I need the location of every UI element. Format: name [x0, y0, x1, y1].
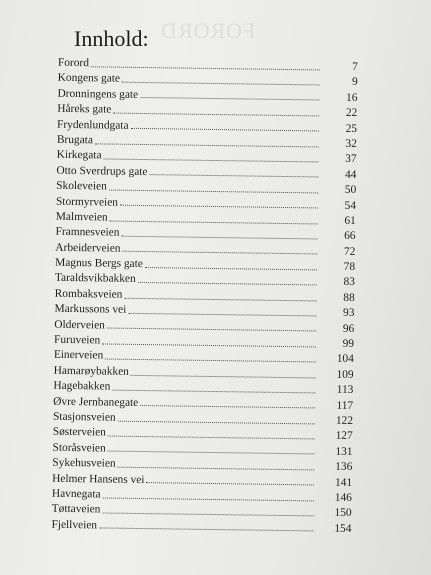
dot-leader: [109, 188, 318, 193]
toc-entry-page-number: 127: [335, 430, 353, 443]
dot-leader: [122, 81, 320, 86]
toc-entry-title: Dronningens gate: [57, 87, 139, 101]
dot-leader: [131, 373, 316, 378]
dot-leader: [145, 266, 317, 270]
dot-leader: [105, 358, 316, 363]
toc-entry-title: Framnesveien: [55, 226, 120, 239]
dot-leader: [107, 327, 316, 332]
toc-entry-title: Tøttaveien: [51, 503, 101, 516]
toc-entry-page-number: 150: [334, 507, 352, 520]
toc-entry-title: Skoleveien: [56, 179, 107, 193]
toc-entry-page-number: 113: [336, 383, 354, 397]
dot-leader: [108, 450, 315, 455]
toc-entry-title: Storåsveien: [52, 441, 106, 455]
toc-entry-title: Brugata: [56, 133, 93, 147]
dot-leader: [103, 496, 314, 501]
toc-entry-title: Magnus Bergs gate: [55, 256, 143, 271]
toc-entry-title: Olderveien: [54, 318, 105, 332]
dot-leader: [128, 312, 316, 317]
toc-entry-title: Stasjonsveien: [52, 410, 116, 424]
page-title: Innhold:: [74, 26, 149, 51]
toc-entry-page-number: 78: [343, 260, 356, 274]
toc-entry-title: Kirkegata: [56, 149, 102, 162]
toc-entry-page-number: 61: [344, 214, 356, 227]
toc-entry-page-number: 54: [344, 199, 357, 212]
dot-leader: [122, 250, 317, 255]
toc-entry-page-number: 93: [342, 307, 355, 320]
toc-entry-title: Einerveien: [53, 349, 104, 362]
toc-entry-title: Forord: [57, 56, 90, 70]
toc-entry-title: Fjellveien: [51, 518, 98, 532]
toc-entry-title: Kongens gate: [57, 72, 121, 86]
toc-entry-title: Furuveien: [53, 333, 101, 347]
toc-entry-page-number: 9: [351, 76, 358, 89]
dot-leader: [146, 481, 314, 485]
toc-entry-title: Malmveien: [55, 210, 108, 224]
toc-entry-page-number: 117: [336, 399, 354, 412]
table-of-contents: [51, 56, 358, 537]
toc-entry-page-number: 16: [345, 91, 358, 104]
toc-entry-title: Frydenlundgata: [56, 118, 129, 132]
toc-entry-page-number: 99: [342, 337, 355, 351]
dot-leader: [103, 157, 318, 162]
toc-entry-title: Arbeiderveien: [55, 241, 121, 255]
toc-entry-page-number: 7: [352, 60, 358, 73]
toc-entry-page-number: 141: [334, 476, 353, 489]
dot-leader: [118, 466, 315, 471]
dot-leader: [113, 111, 319, 116]
dot-leader: [149, 174, 318, 178]
toc-entry-page-number: 44: [344, 168, 357, 181]
dot-leader: [108, 435, 315, 440]
toc-entry-page-number: 72: [343, 245, 356, 258]
toc-entry-title: Øvre Jernbanegate: [53, 395, 139, 409]
toc-entry-page-number: 25: [345, 122, 358, 135]
toc-entry-page-number: 122: [335, 414, 354, 427]
toc-entry-title: Stormyrveien: [55, 195, 119, 209]
toc-entry-title: Havnegata: [51, 487, 101, 501]
toc-entry-page-number: 154: [334, 522, 352, 535]
toc-entry: [51, 517, 351, 537]
toc-entry-page-number: 136: [335, 460, 353, 474]
toc-entry-title: Taraldsvikbakken: [54, 272, 136, 286]
toc-entry-page-number: 32: [345, 137, 357, 150]
dot-leader: [102, 342, 316, 347]
toc-entry-title: Helmer Hansens vei: [52, 472, 145, 486]
toc-entry-page-number: 96: [342, 322, 355, 335]
toc-entry-page-number: 37: [345, 153, 357, 166]
dot-leader: [138, 281, 317, 286]
toc-entry-title: Hagebakken: [53, 379, 111, 393]
toc-entry-page-number: 131: [335, 445, 353, 458]
toc-entry-title: Otto Sverdrups gate: [56, 164, 148, 178]
dot-leader: [131, 127, 320, 132]
toc-entry-page-number: 66: [344, 230, 356, 243]
toc-entry-page-number: 146: [334, 491, 352, 504]
toc-entry-title: Hamarøybakken: [53, 364, 129, 378]
dot-leader: [102, 511, 313, 516]
dot-leader: [124, 296, 316, 301]
dot-leader: [120, 204, 318, 209]
toc-entry-page-number: 104: [336, 353, 354, 366]
toc-entry-title: Sykehusveien: [52, 456, 116, 470]
toc-entry-page-number: 22: [345, 107, 358, 120]
dot-leader: [140, 404, 315, 408]
toc-entry-title: Søsterveien: [52, 426, 107, 439]
bleed-through-text: FORORD: [160, 18, 256, 43]
dot-leader: [91, 65, 320, 70]
dot-leader: [95, 142, 319, 147]
toc-entry-page-number: 109: [336, 368, 354, 381]
dot-leader: [99, 527, 313, 532]
dot-leader: [118, 419, 315, 424]
toc-entry-page-number: 88: [343, 291, 355, 304]
toc-entry-title: Markussons vei: [54, 303, 127, 317]
toc-entry-title: Rombaksveien: [54, 287, 123, 301]
toc-entry-title: Håreks gate: [57, 102, 112, 116]
toc-entry-page-number: 83: [343, 276, 355, 289]
dot-leader: [112, 388, 315, 393]
dot-leader: [110, 219, 318, 224]
toc-entry-page-number: 50: [344, 183, 357, 197]
dot-leader: [121, 235, 317, 240]
dot-leader: [140, 96, 319, 101]
